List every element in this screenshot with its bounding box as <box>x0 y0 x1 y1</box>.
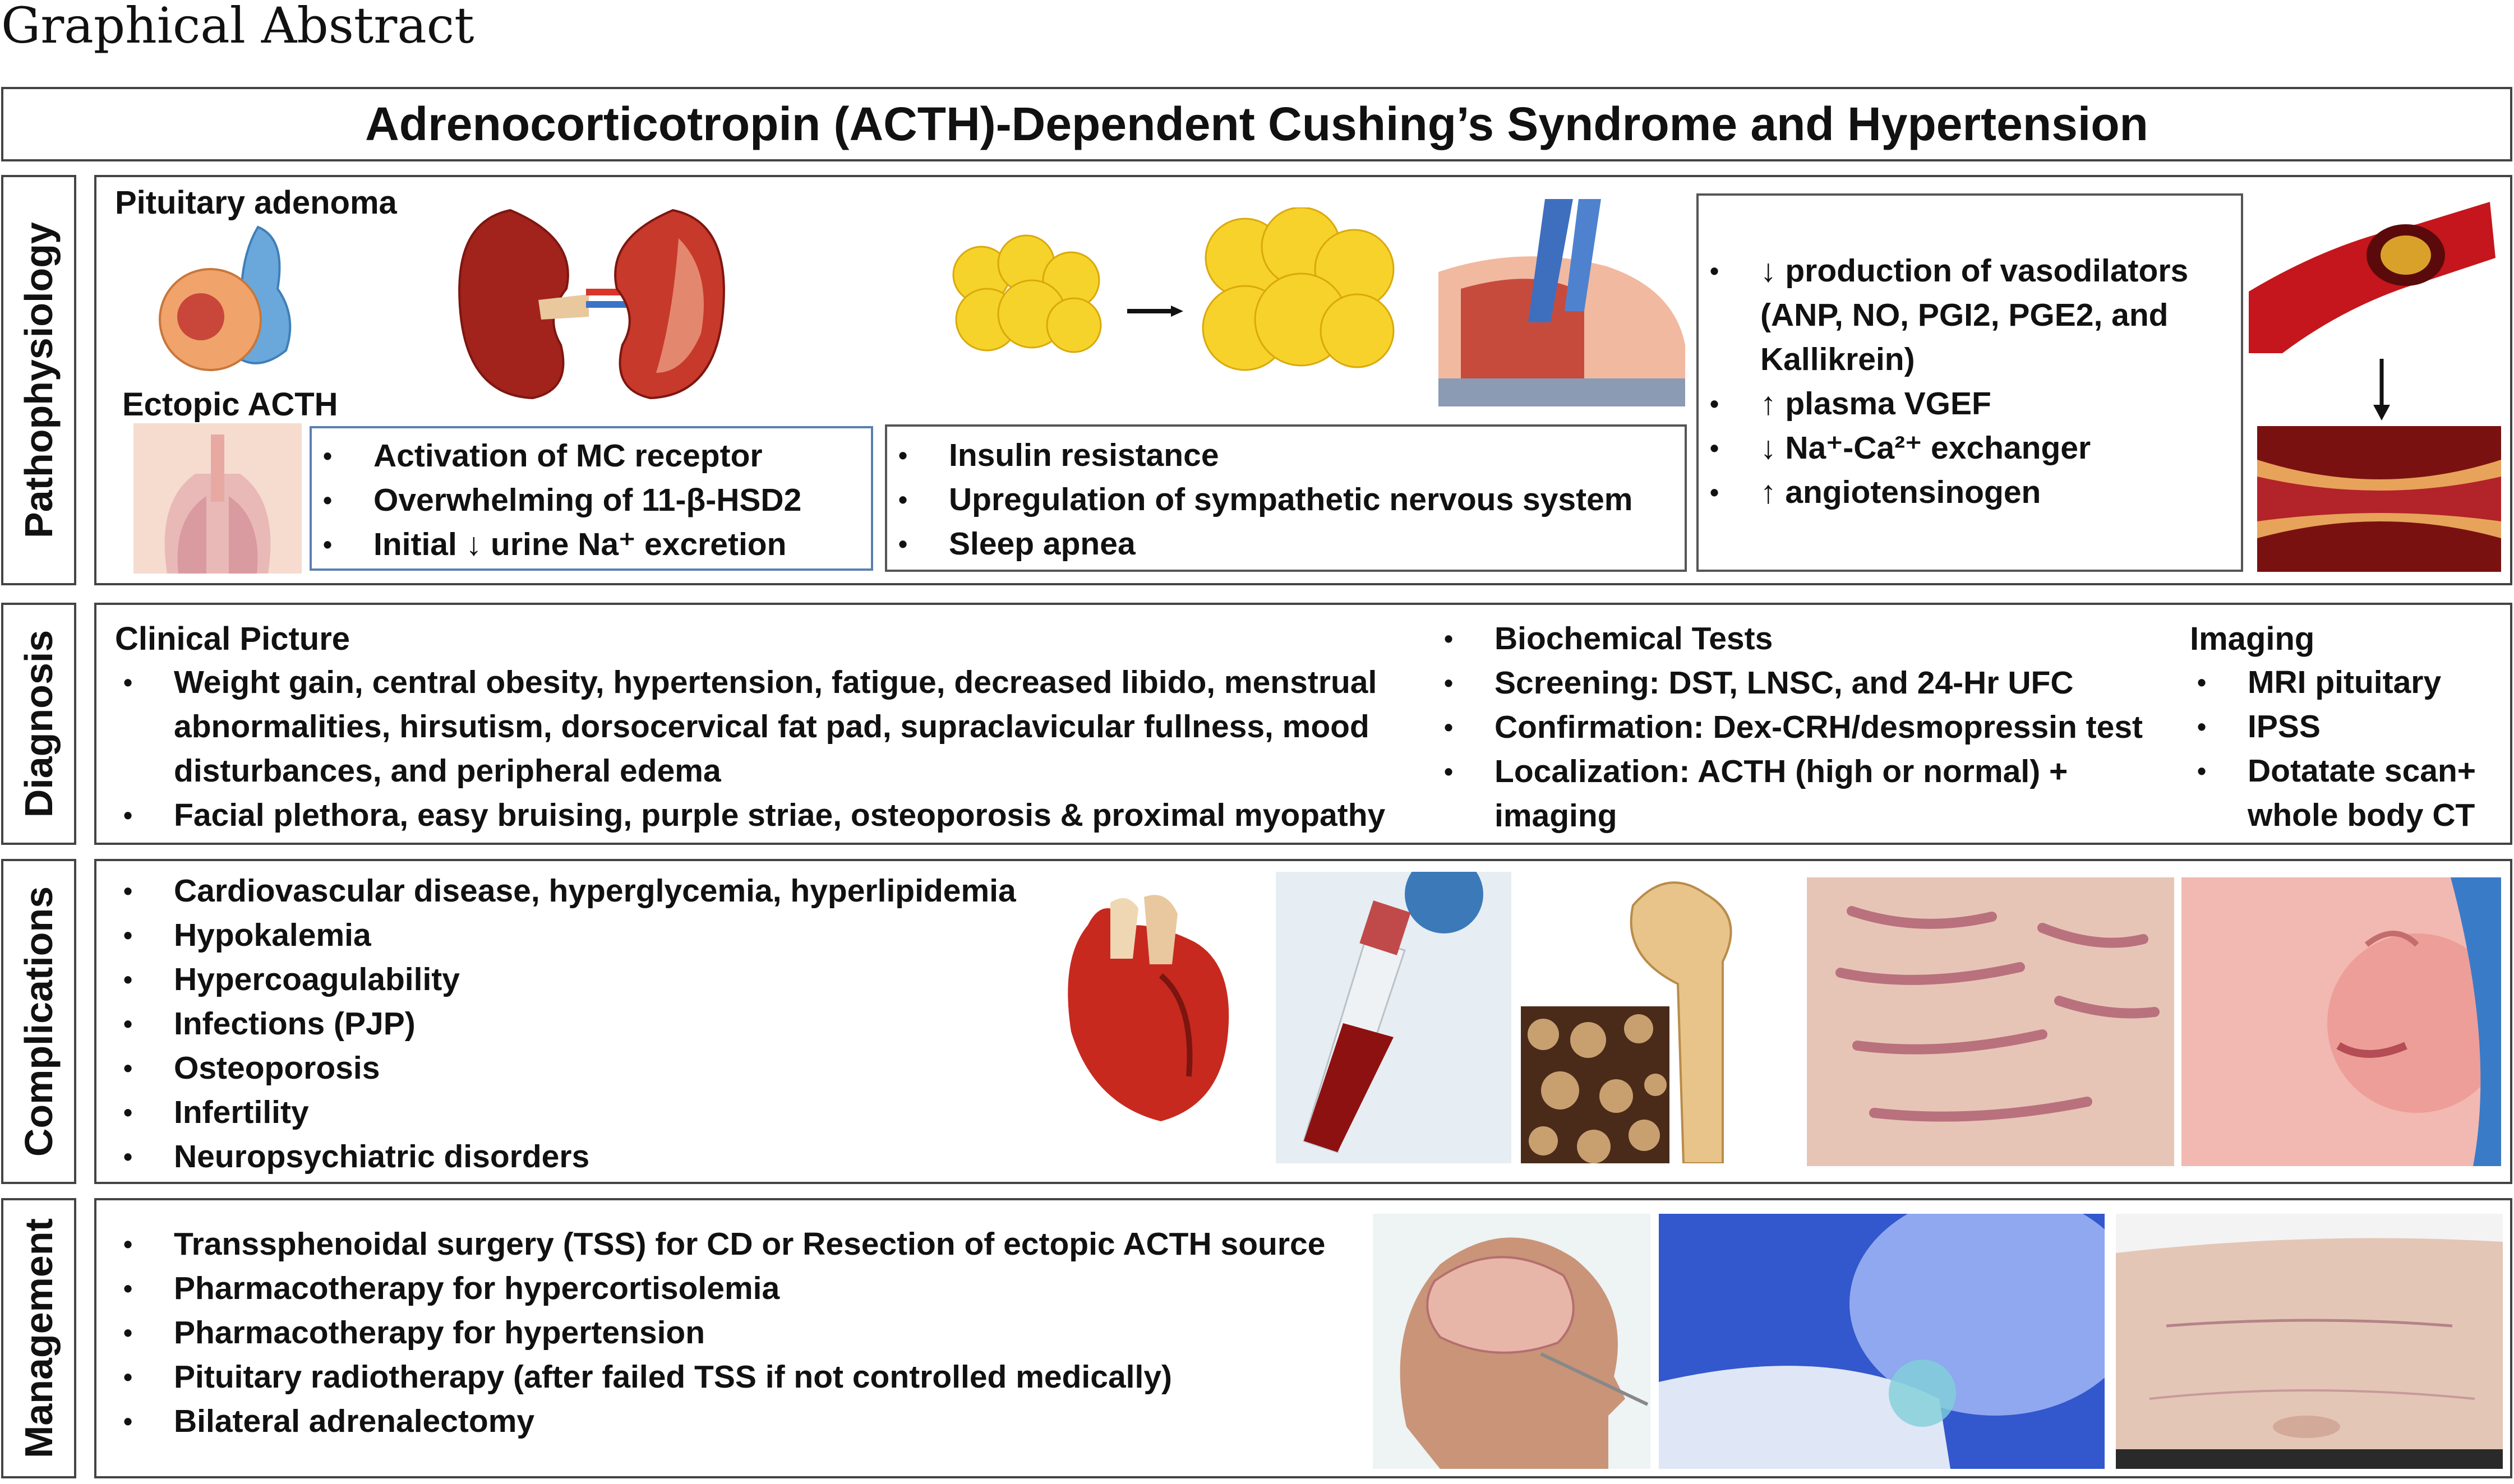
management-item: • Pharmacotherapy for hypertension <box>112 1311 1325 1355</box>
clinical-item: • Weight gain, central obesity, hypertension, fatigue, decreased libido, menstrual abnormalities, hirsutism, dorsocervical fat pad, supraclavicular fullness, mood disturbances, and peripheral edema <box>112 660 1408 793</box>
biochem-item: • Screening: DST, LNSC, and 24-Hr UFC <box>1433 661 2184 705</box>
management-item: • Bilateral adrenalectomy <box>112 1399 1325 1444</box>
sleep-apnea-airway-image <box>1438 199 1685 406</box>
fat-cells-large-image <box>1194 207 1402 387</box>
mechanisms-box-1 <box>310 426 873 571</box>
blood-tube-image <box>1276 872 1511 1163</box>
facial-plethora-image <box>2181 877 2501 1166</box>
management-item: • Transsphenoidal surgery (TSS) for CD or Resection of ectopic ACTH source <box>112 1222 1325 1266</box>
mechanism-item: • ↓ Na⁺-Ca²⁺ exchanger <box>1699 426 2237 470</box>
complication-item: • Osteoporosis <box>112 1046 1016 1090</box>
mechanism-item: • ↑ angiotensinogen <box>1699 470 2237 515</box>
complication-item: • Hypercoagulability <box>112 958 1016 1002</box>
complication-item: • Neuropsychiatric disorders <box>112 1135 1016 1179</box>
section-label-text: Pathophysiology <box>17 222 61 538</box>
complication-item: • Hypokalemia <box>112 913 1016 958</box>
radiotherapy-image <box>1659 1214 2105 1469</box>
section-label-complications <box>1 859 76 1184</box>
osteoporosis-bone-image <box>1521 872 1796 1163</box>
section-label-pathophysiology <box>1 175 76 585</box>
imaging-item: • Dotatate scan+ whole body CT <box>2186 749 2506 838</box>
main-title: Adrenocorticotropin (ACTH)-Dependent Cushing’s Syndrome and Hypertension <box>1 87 2512 161</box>
page-heading: Graphical Abstract <box>1 0 474 54</box>
imaging-title: Imaging <box>2190 621 2315 657</box>
mechanism-item: • Overwhelming of 11-β-HSD2 <box>312 478 801 523</box>
management-item: • Pharmacotherapy for hypercortisolemia <box>112 1266 1325 1311</box>
blood-vessel-image <box>2249 191 2495 353</box>
mechanism-item: • Sleep apnea <box>887 522 1632 566</box>
fat-cells-small-image <box>942 230 1110 364</box>
pituitary-adenoma-image <box>157 221 303 378</box>
section-label-diagnosis <box>1 603 76 845</box>
arrow-right-icon <box>1127 306 1183 317</box>
biochem-item: • Biochemical Tests <box>1433 617 2184 661</box>
biochem-item: • Confirmation: Dex-CRH/desmopressin test <box>1433 705 2184 750</box>
mechanism-item: • ↑ plasma VGEF <box>1699 382 2237 426</box>
mechanism-item: • Insulin resistance <box>887 433 1632 478</box>
vascular-mechanisms-box <box>1696 193 2243 572</box>
mechanism-item: • Initial ↓ urine Na⁺ excretion <box>312 523 801 567</box>
imaging-item: • IPSS <box>2186 705 2506 749</box>
clinical-picture-title: Clinical Picture <box>115 621 350 657</box>
mechanism-item: • Upregulation of sympathetic nervous system <box>887 478 1632 522</box>
ectopic-acth-chest-image <box>133 423 302 574</box>
complication-item: • Cardiovascular disease, hyperglycemia, hyperlipidemia <box>112 869 1016 913</box>
ectopic-acth-label: Ectopic ACTH <box>122 386 338 423</box>
mechanisms-box-2 <box>885 424 1687 572</box>
heart-image <box>1049 891 1239 1127</box>
adrenalectomy-scars-image <box>2116 1214 2503 1469</box>
purple-striae-image <box>1807 877 2174 1166</box>
management-item: • Pituitary radiotherapy (after failed TSS if not controlled medically) <box>112 1355 1325 1399</box>
arrow-down-icon <box>2373 359 2390 420</box>
pituitary-adenoma-label: Pituitary adenoma <box>115 184 397 221</box>
section-label-text: Management <box>17 1218 61 1458</box>
mechanism-item: • ↓ production of vasodilators (ANP, NO, PGI2, PGE2, and Kallikrein) <box>1699 249 2237 382</box>
mechanism-item: • Activation of MC receptor <box>312 434 801 478</box>
transsphenoidal-surgery-image <box>1373 1214 1650 1469</box>
section-label-text: Complications <box>17 886 61 1157</box>
section-label-text: Diagnosis <box>17 630 61 818</box>
narrowed-artery-image <box>2257 426 2501 572</box>
clinical-item: • Facial plethora, easy bruising, purple striae, osteoporosis & proximal myopathy <box>112 793 1408 838</box>
complication-item: • Infertility <box>112 1090 1016 1135</box>
complication-item: • Infections (PJP) <box>112 1002 1016 1046</box>
kidney-image <box>443 205 735 404</box>
section-label-management <box>1 1198 76 1478</box>
biochem-item: • Localization: ACTH (high or normal) + imaging <box>1433 750 2184 838</box>
imaging-item: • MRI pituitary <box>2186 660 2506 705</box>
